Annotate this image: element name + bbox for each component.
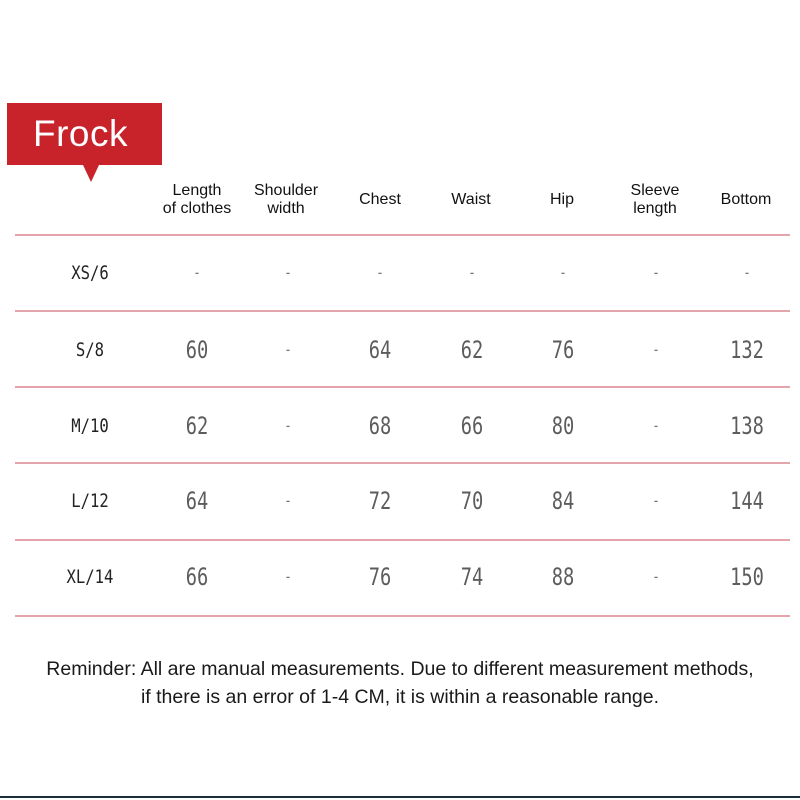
table-cell: 76 (368, 563, 392, 591)
table-cell: 70 (460, 487, 484, 515)
table-cell: 64 (368, 336, 392, 364)
table-cell: 84 (551, 487, 575, 515)
size-label: S/8 (75, 339, 105, 361)
row-divider (15, 615, 790, 617)
table-cell: 80 (551, 412, 575, 440)
reminder-line: if there is an error of 1-4 CM, it is within a reasonable range. (140, 686, 660, 708)
row-divider (15, 462, 790, 464)
table-cell: 60 (185, 336, 209, 364)
column-header-shoulder: Shoulder width (253, 182, 319, 217)
table-cell: 72 (368, 487, 392, 515)
column-header-hip: Hip (549, 191, 574, 208)
table-cell: - (284, 567, 292, 586)
table-cell: - (743, 263, 751, 282)
table-cell: - (468, 263, 476, 282)
table-cell: - (284, 263, 292, 282)
column-header-bottom: Bottom (720, 191, 772, 208)
table-cell: - (652, 567, 660, 586)
table-cell: 76 (551, 336, 575, 364)
page-title: Frock (33, 113, 128, 154)
table-cell: 64 (185, 487, 209, 515)
table-cell: - (284, 340, 292, 359)
table-cell: - (193, 263, 201, 282)
row-divider (15, 539, 790, 541)
column-header-sleeve: Sleeve length (630, 182, 680, 217)
table-cell: 62 (185, 412, 209, 440)
table-cell: 62 (460, 336, 484, 364)
table-cell: 138 (730, 412, 764, 440)
table-cell: 132 (730, 336, 764, 364)
column-header-waist: Waist (451, 191, 491, 208)
table-cell: 68 (368, 412, 392, 440)
table-cell: - (652, 491, 660, 510)
table-cell: 66 (460, 412, 484, 440)
table-cell: 150 (730, 563, 764, 591)
column-header-chest: Chest (359, 191, 401, 208)
size-label: L/12 (71, 490, 109, 512)
table-cell: - (559, 263, 567, 282)
table-cell: - (284, 416, 292, 435)
table-cell: - (652, 416, 660, 435)
size-label: XL/14 (66, 566, 114, 588)
row-divider (15, 310, 790, 312)
table-cell: 66 (185, 563, 209, 591)
table-cell: 88 (551, 563, 575, 591)
size-label: XS/6 (71, 262, 109, 284)
table-cell: - (652, 263, 660, 282)
table-cell: 144 (730, 487, 764, 515)
title-tag-pointer (83, 165, 99, 182)
table-cell: - (652, 340, 660, 359)
bottom-border (0, 796, 800, 798)
table-cell: - (284, 491, 292, 510)
size-label: M/10 (71, 415, 109, 437)
table-cell: - (376, 263, 384, 282)
reminder-line: Reminder: All are manual measurements. Due to different measurement methods, (46, 658, 754, 680)
column-header-length: Length of clothes (162, 182, 232, 217)
row-divider (15, 234, 790, 236)
title-tag (7, 103, 162, 165)
reminder-note (0, 655, 800, 711)
row-divider (15, 386, 790, 388)
table-cell: 74 (460, 563, 484, 591)
